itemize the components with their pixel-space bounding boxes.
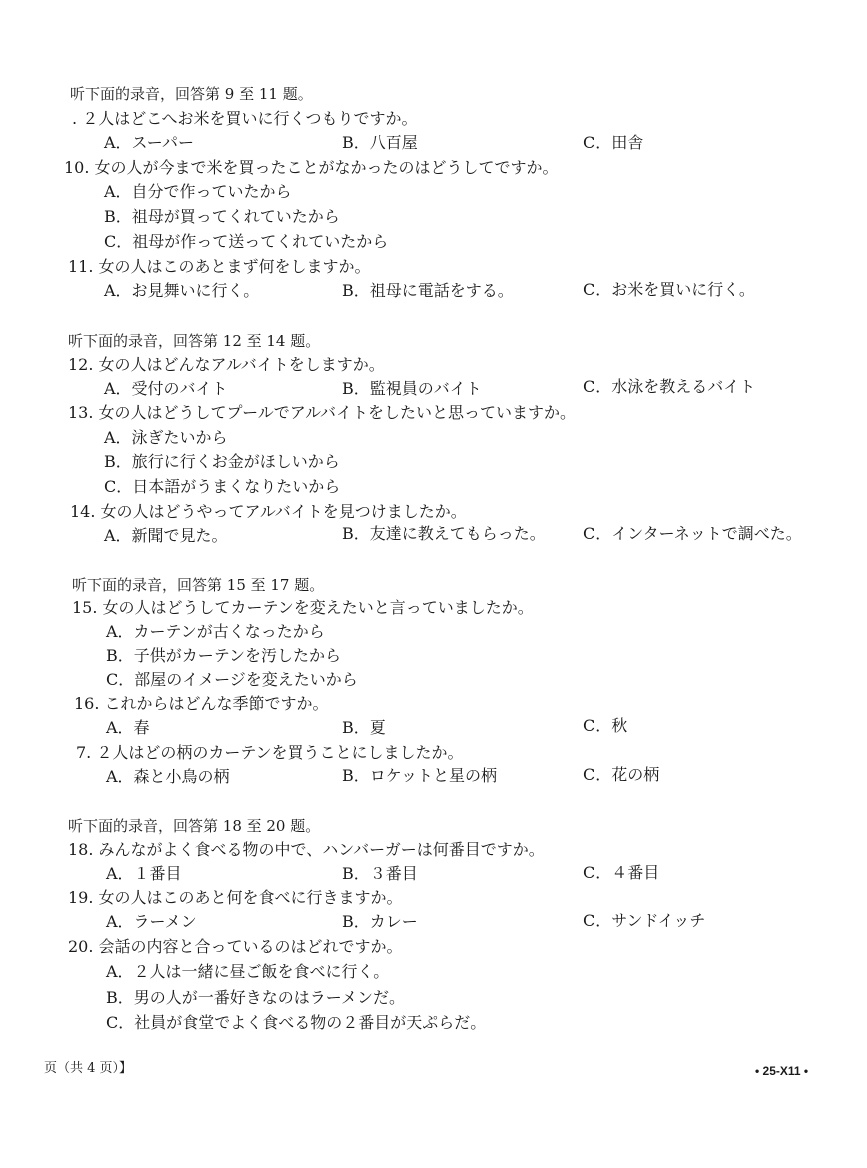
section-heading: 听下面的录音，回答第 12 至 14 题。 <box>68 332 321 350</box>
option-b: B．３番目 <box>342 864 418 883</box>
question-text: 女の人はこのあと何を食べに行きますか。 <box>98 888 403 907</box>
option-b: B．祖母に電話をする。 <box>342 281 514 300</box>
option-c: C．祖母が作って送ってくれていたから <box>104 232 389 251</box>
question-16 <box>74 694 329 714</box>
question-text: みんながよく食べる物の中で、ハンバーガーは何番目ですか。 <box>98 840 545 859</box>
option-b: B．監視員のバイト <box>342 379 482 398</box>
question-14 <box>70 502 467 522</box>
option-b: B．ロケットと星の柄 <box>342 766 497 785</box>
option-a: A．新聞で見た。 <box>104 526 228 545</box>
question-number: 15. <box>72 598 98 617</box>
option-c: C．秋 <box>583 716 628 735</box>
option-a: A．１番目 <box>106 864 182 883</box>
option-a: A．２人は一緒に昼ご飯を食べに行く。 <box>106 962 390 981</box>
option-a: A．ラーメン <box>106 912 197 931</box>
question-number: 16. <box>74 694 100 713</box>
option-c: C．田舎 <box>583 133 644 152</box>
question-number: 20. <box>68 937 94 956</box>
question-number: . <box>72 109 78 128</box>
question-text: 女の人はこのあとまず何をしますか。 <box>98 257 371 276</box>
question-13 <box>68 403 576 423</box>
question-19 <box>68 888 403 908</box>
question-text: ２人はどこへお米を買いに行くつもりですか。 <box>82 109 418 128</box>
question-17 <box>76 743 464 763</box>
question-10 <box>64 158 559 178</box>
question-text: ２人はどの柄のカーテンを買うことにしましたか。 <box>96 743 464 762</box>
question-number: 10. <box>64 158 90 177</box>
option-a: A．泳ぎたいから <box>104 428 228 447</box>
question-12 <box>68 355 385 375</box>
question-text: 女の人はどうしてプールでアルバイトをしたいと思っていますか。 <box>98 403 576 422</box>
question-number: 18. <box>68 840 94 859</box>
option-b: B．祖母が買ってくれていたから <box>104 207 340 226</box>
option-a: A．受付のバイト <box>104 379 228 398</box>
option-b: B．友達に教えてもらった。 <box>342 524 546 543</box>
option-c: C．水泳を教えるバイト <box>583 377 756 396</box>
option-b: B．八百屋 <box>342 133 418 152</box>
question-number: 13. <box>68 403 94 422</box>
option-c: C．インターネットで調べた。 <box>583 524 802 543</box>
question-text: 女の人が今まで米を買ったことがなかったのはどうしてですか。 <box>94 158 559 177</box>
question-number: 19. <box>68 888 94 907</box>
section-heading: 听下面的录音，回答第 15 至 17 题。 <box>72 576 325 594</box>
section-heading: 听下面的录音，回答第 18 至 20 题。 <box>68 817 321 835</box>
section-heading: 听下面的录音，回答第 9 至 11 题。 <box>70 85 313 103</box>
question-text: これからはどんな季節ですか。 <box>104 694 329 713</box>
option-b: B．夏 <box>342 718 386 737</box>
question-text: 女の人はどんなアルバイトをしますか。 <box>98 355 385 374</box>
option-c: C．サンドイッチ <box>583 911 706 930</box>
option-c: C．花の柄 <box>583 765 660 784</box>
option-b: B．子供がカーテンを汚したから <box>106 646 341 665</box>
option-a: A．森と小鳥の柄 <box>106 767 230 786</box>
option-b: B．カレー <box>342 912 418 931</box>
option-c: C．部屋のイメージを変えたいから <box>106 670 358 689</box>
option-b: B．男の人が一番好きなのはラーメンだ。 <box>106 988 405 1007</box>
option-a: A．お見舞いに行く。 <box>104 281 260 300</box>
question-number: 7. <box>76 743 92 762</box>
question-20 <box>68 937 403 957</box>
option-c: C．４番目 <box>583 863 660 882</box>
question-number: 12. <box>68 355 94 374</box>
option-a: A．スーパー <box>104 133 194 152</box>
question-11 <box>68 257 371 277</box>
question-9 <box>72 109 418 129</box>
question-number: 14. <box>70 502 96 521</box>
question-text: 女の人はどうしてカーテンを変えたいと言っていましたか。 <box>102 598 534 617</box>
option-a: A．自分で作っていたから <box>104 182 292 201</box>
page-count-footer: 页（共 4 页）】 <box>44 1061 133 1076</box>
option-c: C．社員が食堂でよく食べる物の２番目が天ぷらだ。 <box>106 1013 487 1032</box>
option-a: A．春 <box>106 718 150 737</box>
question-text: 女の人はどうやってアルバイトを見つけましたか。 <box>100 502 467 521</box>
option-b: B．旅行に行くお金がほしいから <box>104 452 340 471</box>
exam-code-footer: • 25-X11 • <box>755 1064 809 1078</box>
question-18 <box>68 840 545 860</box>
option-c: C．日本語がうまくなりたいから <box>104 477 341 496</box>
question-15 <box>72 598 534 618</box>
question-number: 11. <box>68 257 94 276</box>
option-c: C．お米を買いに行く。 <box>583 280 755 299</box>
question-text: 会話の内容と合っているのはどれですか。 <box>98 937 403 956</box>
option-a: A．カーテンが古くなったから <box>106 622 325 641</box>
